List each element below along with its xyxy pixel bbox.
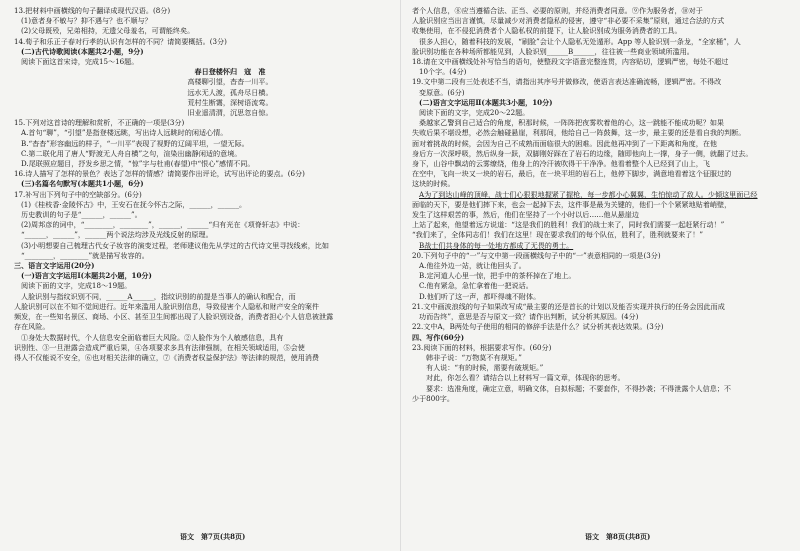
- q13-2: (2)父母既殁，兄弟相持，无遗父母羞名，可谓能终矣。: [21, 26, 195, 36]
- q20-option-d: D.他们听了这一声，都吓得魂不附体。: [419, 291, 541, 301]
- poem-line-4: 旧业遥清渭，沉思忽自惊。: [187, 108, 273, 118]
- passage-cont-5: 脸识别功能在各种场所都能见到，人脸识别______B______，往往被一些商业领域所滥用。: [412, 46, 694, 56]
- q17-1-cont: 历史教训的句子是“______，______”。: [21, 210, 142, 220]
- passage-line-2: 人脸识别可以在不知不觉间进行。近年来滥用人脸识别信息，导致侵害个人隐私和财产安全的案件: [14, 301, 320, 311]
- q13-1: (1)意者身不敏与？抑不遇与？也不顺与？: [21, 16, 152, 26]
- q20-option-b: B.定河道人心里一惊，把手中的茶杯掉在了地上。: [419, 271, 576, 281]
- page-7-column: [14, 6, 386, 363]
- passage2-line-5: 身下，山谷中飘动的云雾缭绕，他身上的冷汗被吹得干干净净。他看着整个人已经到了山上，飞: [412, 159, 710, 169]
- passage-cont-1: 者个人信息，⑧应当遵循合法、正当、必要的原则，并经消费者同意。⑨作为服务者，⑩对于: [412, 6, 703, 15]
- passage2-line-1: 桑越家乙警到自己适合的角度，积那时候，一阵阵把夜雾吹着他的心，这一跳能不能成功呢？如果: [419, 118, 725, 128]
- passage2-line-4: 身后方一次深呼吸，然后纵身一跃，双脚刚好踩在了岩石的边缘，随即他向上一撑，身子一侧，就翻了过去。: [412, 148, 753, 158]
- q18: 18.请在文中画横线处补写恰当的语句，使整段文字语意完整连贯，内容贴切，逻辑严密，每处不超过: [412, 57, 729, 67]
- q15: 15.下列对这首诗的理解和赏析，不正确的一项是(3分): [14, 118, 185, 128]
- q17-3: (3)小明想要自己梳理古代女子妆容的演变过程，老师建议他先从学过的古代诗文里寻找线索，比如: [21, 240, 329, 250]
- poem-title: 春日登楼怀归 寇 准: [194, 67, 266, 77]
- q21: 21.文中画波浪线的句子如果改写成“最主要的还是首长的计划以及能否实现并执行的任务会因此而成: [412, 301, 725, 311]
- q17-2-cont: “______，______”，______两个说法均涉及光线反射的原理。: [21, 230, 213, 240]
- passage-cont-3: 收集使用，在不侵犯消费者个人隐私权的前提下，让人脸识别成为服务消费者的工具。: [412, 26, 682, 36]
- q21-cont: 功而告终”，意思是否与原文一致？请作出判断，试分析其原因。(4分): [419, 312, 639, 322]
- passage-instruction: 阅读下面的文字，完成18～19题。: [21, 281, 132, 291]
- q20-option-a: A.他往外边一站，就让他回头了。: [419, 261, 526, 271]
- q17-1: (1)《桂枝香·金陵怀古》中，王安石在抚今怀古之际，______，______。: [21, 199, 247, 209]
- passage2-line-6: 在空中，飞向一块又一块的岩石，最后，在一块平坦的岩石上，他停下脚步，满意地看着这个征服过的: [412, 169, 732, 179]
- q23-requirements-cont: 少于800字。: [412, 393, 454, 403]
- passage2-line-10: 发生了这样艰苦的事，然后，他们在坚持了一个小时以后……他从悬崖边: [412, 210, 639, 220]
- q20-option-c: C.他有紧急，急忙拿着他一把说话。: [419, 281, 533, 291]
- section-recitation-heading: (三)名篇名句默写(本题共1小题，6分): [21, 179, 144, 189]
- q17-2: (2)周邦彦的词中，“________，________”，______，______“归有光在《项脊轩志》中说：: [21, 220, 305, 230]
- passage-line-6: 识别性、③一旦泄露会造成严重后果，④各项要求多具有法律强制，在相关领域适用，⑤会使: [14, 342, 305, 352]
- passage-line-7: 得人不仅能说不安全，⑥也对相关法律的确立，⑦《消费者权益保护法》等法律的规范，使用消费: [14, 352, 320, 362]
- passage2-line-11: 上站了起来，他望着远方说道：“这是我们的胜利！我们的战士来了，同时我们需要一起赶紧行动！”: [412, 220, 725, 230]
- passage2-line-12: “我们来了，全体同志们！我们在这里！现在要求我们的每个队伍，胜利了，胜利就要来了！”: [412, 230, 704, 240]
- page-divider: [400, 0, 401, 551]
- footer-page-7: 语文 第7页(共8页): [180, 532, 246, 541]
- q15-option-a: A.首句“聊”，“引望”是指登楼远眺，写出诗人远眺时的闲适心情。: [21, 128, 228, 138]
- passage2-instruction: 阅读下面的文字，完成20～22题。: [419, 108, 530, 118]
- q16: 16.诗人描写了怎样的景色？表达了怎样的情感？请简要作出评论，试写出评论的要点。(6分): [14, 169, 305, 179]
- passage-line-4: 存在风险。: [14, 322, 50, 332]
- passage-line-1: 人脸识别与指纹识别不同，______A______，指纹识别的前提是当事人的确认和配合，而: [21, 291, 296, 301]
- poem-line-3: 荒村生断霭，深树语流莺。: [187, 97, 273, 107]
- q13: 13.把材料中画横线的句子翻译成现代汉语。(8分): [14, 6, 171, 15]
- passage2-line-2: 失败后果不堪设想，必然会触碰悬崖，利那间，他给自己一阵鼓舞，这一步，最主要的还是看自我的判断。: [412, 128, 746, 138]
- section-3-heading: 三、语言文字运用(20分): [14, 261, 95, 271]
- section-poetry-heading: (二)古代诗歌阅读(本题共2小题，9分): [21, 46, 144, 56]
- passage2-line-9: 面临的天下，要是他们摔下来，也会一起掉下去，这件事是最为关键的，他们一个个紧紧地贴着峭壁，: [412, 199, 732, 209]
- q22: 22.文中A，B两处句子使用的相同的修辞手法是什么？试分析其表达效果。(3分): [412, 322, 664, 332]
- section-3-2-heading: (二)语言文字运用Ⅱ(本题共3小题，10分): [419, 97, 553, 107]
- q23-material-2: 有人说：“有的时候，需要有破规矩。”: [426, 363, 544, 373]
- q20: 20.下列句子中的“一”与文中第一段画横线句子中的“一”表意相同的一项是(3分): [412, 250, 661, 260]
- poem-line-2: 远水无人渡，孤舟尽日横。: [187, 87, 273, 97]
- footer-page-8: 语文 第8页(共8页): [585, 532, 651, 541]
- passage-line-3: 频发，在一些知名景区、商场、小区、甚至卫生间都出现了人脸识别设备，消费者担心个人信息被泄露: [14, 312, 334, 322]
- q19-cont: 变原意。(6分): [419, 87, 465, 97]
- q18-cont: 10个字。(4分): [419, 67, 467, 77]
- passage-cont-4: 很多人担心，随着科技的发展，“刷脸”会让个人隐私无处遁形。App 等人脸识别一条龙，“全家桶”，人: [419, 36, 741, 46]
- section-3-1-heading: (一)语言文字运用Ⅰ(本题共2小题，10分): [21, 271, 152, 281]
- q17-3-cont: “________，________”就是描写妆容的。: [21, 250, 149, 260]
- q15-option-d: D.尾联照应题目，抒发乡思之情，“惊”字与杜甫(春望)中“恨心”感情不同。: [21, 159, 255, 169]
- passage2-b-sentence: B战士们共身体的每一处地方都成了无畏的勇士。: [419, 240, 574, 250]
- q23: 23.阅读下面的材料，根据要求写作。(60分): [412, 342, 552, 352]
- passage2-line-7: 这块的时候。: [412, 179, 455, 189]
- poem-line-1: 高楼聊引望，杳杳一川平。: [187, 77, 273, 87]
- q23-material-1: 韩非子说：“万物莫不有规矩。”: [426, 352, 522, 362]
- page-8-column: [412, 6, 784, 404]
- q15-option-b: B.“杳杳”形容幽远的样子，“一川平”表现了视野的辽阔平坦，一望无际。: [21, 138, 249, 148]
- passage2-a-sentence: A为了到达山峰的顶峰，战士们心狠狠地握紧了握枪，每一步都小心翼翼，生怕惊动了敌人。少倾这里面已经: [419, 189, 758, 199]
- q14: 14.荀子和乐正子春对行孝的认识有怎样的不同？请简要概括。(3分): [14, 36, 227, 46]
- q23-requirements: 要求：选准角度，确定立意，明确文体，自拟标题；不要套作，不得抄袭；不得泄露个人信息；不: [426, 383, 732, 393]
- q23-prompt: 对此，你怎么看？请结合以上材料写一篇文章，体现你的思考。: [426, 373, 625, 383]
- q17: 17.补写出下列句子中的空缺部分。(6分): [14, 189, 142, 199]
- q15-option-c: C.第二联化用了唐人“野渡无人舟自横”之句，渲染出幽静闲适的意境。: [21, 148, 242, 158]
- passage-cont-2: 人脸识别应当出言谨慎，尽量减少对消费者隐私的侵害，遵守“非必要不采集”原则，通过合法的方式: [412, 16, 725, 26]
- passage2-line-3: 面对着挑战的时候，会因为自己不成熟而面临很大的困难。因此他再冲到了一下距离和角度，在他: [412, 138, 718, 148]
- section-4-heading: 四、写作(60分): [412, 332, 465, 342]
- q19: 19.文中第二段有三处表述不当，请指出其序号并做修改，使语言表达准确流畅，逻辑严密。不得改: [412, 77, 722, 87]
- passage-line-5: ①身处大数据时代，个人信息安全面临着巨大风险。②人脸作为个人敏感信息，具有: [21, 332, 284, 342]
- poetry-instruction: 阅读下面这首宋诗，完成15～16题。: [21, 57, 139, 67]
